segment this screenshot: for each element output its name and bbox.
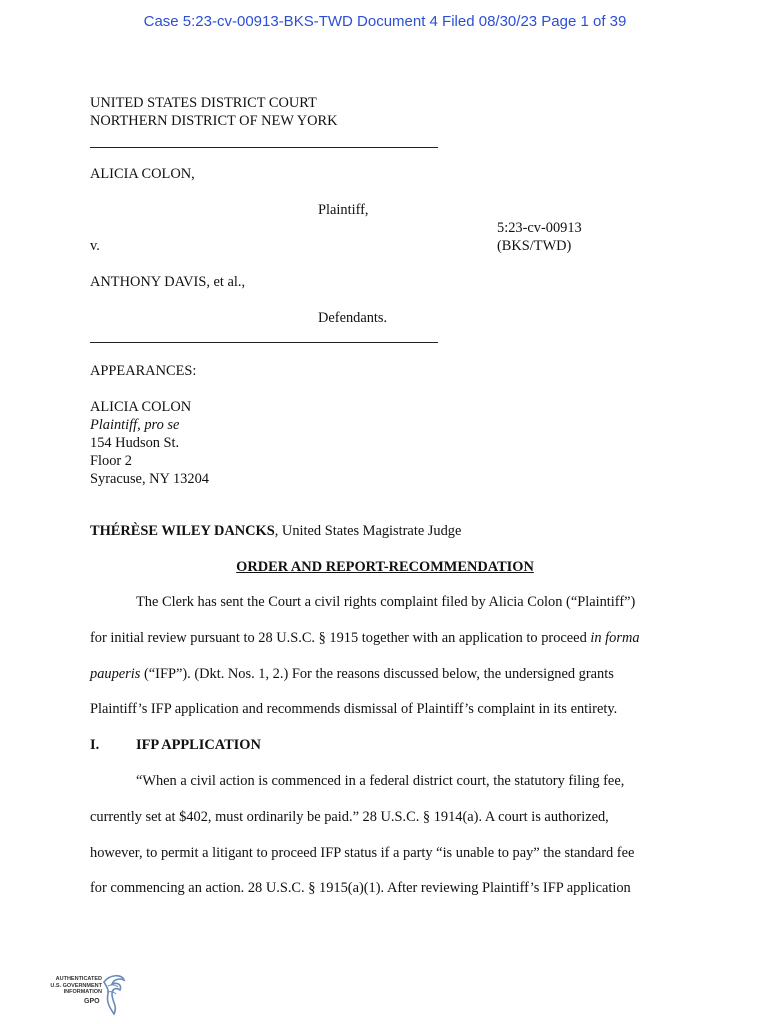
gpo-eagle-icon [98, 972, 128, 1016]
case-header-stamp: Case 5:23-cv-00913-BKS-TWD Document 4 Filed 08/30/23 Page 1 of 39 [143, 13, 627, 30]
gpo-label: GPO [84, 998, 100, 1005]
paragraph2-line3: however, to permit a litigant to proceed IFP status if a party “is unable to pay” the standard fee [90, 845, 635, 861]
appearance-name: ALICIA COLON [90, 399, 192, 415]
paragraph2-line2: currently set at $402, must ordinarily be paid.” 28 U.S.C. § 1914(a). A court is authorized, [90, 809, 609, 825]
paragraph1-line2 [90, 630, 640, 647]
paragraph2-line4: for commencing an action. 28 U.S.C. § 1915(a)(1). After reviewing Plaintiff’s IFP application [90, 880, 631, 896]
paragraph1-line2-text: for initial review pursuant to 28 U.S.C. § 1915 together with an application to proceed [90, 630, 591, 646]
address-line1: 154 Hudson St. [90, 435, 180, 451]
paragraph1-line1: The Clerk has sent the Court a civil rights complaint filed by Alicia Colon (“Plaintiff”) [136, 594, 636, 610]
paragraph1-line3 [90, 666, 614, 683]
paragraph2-line1: “When a civil action is commenced in a federal district court, the statutory filing fee, [136, 773, 625, 789]
document-title: ORDER AND REPORT-RECOMMENDATION [236, 559, 534, 575]
case-number-line1: 5:23-cv-00913 [497, 220, 582, 236]
gpo-authentication-logo [44, 970, 132, 1018]
case-number-line2: (BKS/TWD) [497, 238, 572, 254]
caption-bottom-rule [90, 342, 438, 343]
plaintiff-role: Plaintiff, [318, 202, 369, 218]
court-name-line1: UNITED STATES DISTRICT COURT [90, 95, 317, 111]
section1-heading: IFP APPLICATION [136, 737, 261, 753]
paragraph1-line4: Plaintiff’s IFP application and recommends dismissal of Plaintiff’s complaint in its entirety. [90, 701, 618, 717]
plaintiff-name: ALICIA COLON, [90, 166, 195, 182]
versus: v. [90, 238, 100, 254]
paragraph1-line2-italic: in forma [590, 630, 640, 646]
section1-number: I. [90, 737, 100, 753]
paragraph1-line3-italic: pauperis [90, 666, 141, 682]
defendant-name: ANTHONY DAVIS, et al., [90, 274, 246, 290]
judge-name: THÉRÈSE WILEY DANCKS [90, 523, 275, 539]
caption-top-rule [90, 147, 438, 148]
gpo-authenticated-text: AUTHENTICATED U.S. GOVERNMENT INFORMATION [50, 976, 102, 995]
address-line2: Floor 2 [90, 453, 132, 469]
court-name-line2: NORTHERN DISTRICT OF NEW YORK [90, 113, 338, 129]
judge-line [90, 522, 461, 540]
appearances-heading: APPEARANCES: [90, 363, 197, 379]
appearance-role: Plaintiff, pro se [90, 417, 180, 433]
judge-title: , United States Magistrate Judge [274, 523, 462, 539]
address-line3: Syracuse, NY 13204 [90, 471, 209, 487]
paragraph1-line3-text: (“IFP”). (Dkt. Nos. 1, 2.) For the reasons discussed below, the undersigned grants [140, 666, 614, 682]
defendant-role: Defendants. [318, 310, 388, 326]
